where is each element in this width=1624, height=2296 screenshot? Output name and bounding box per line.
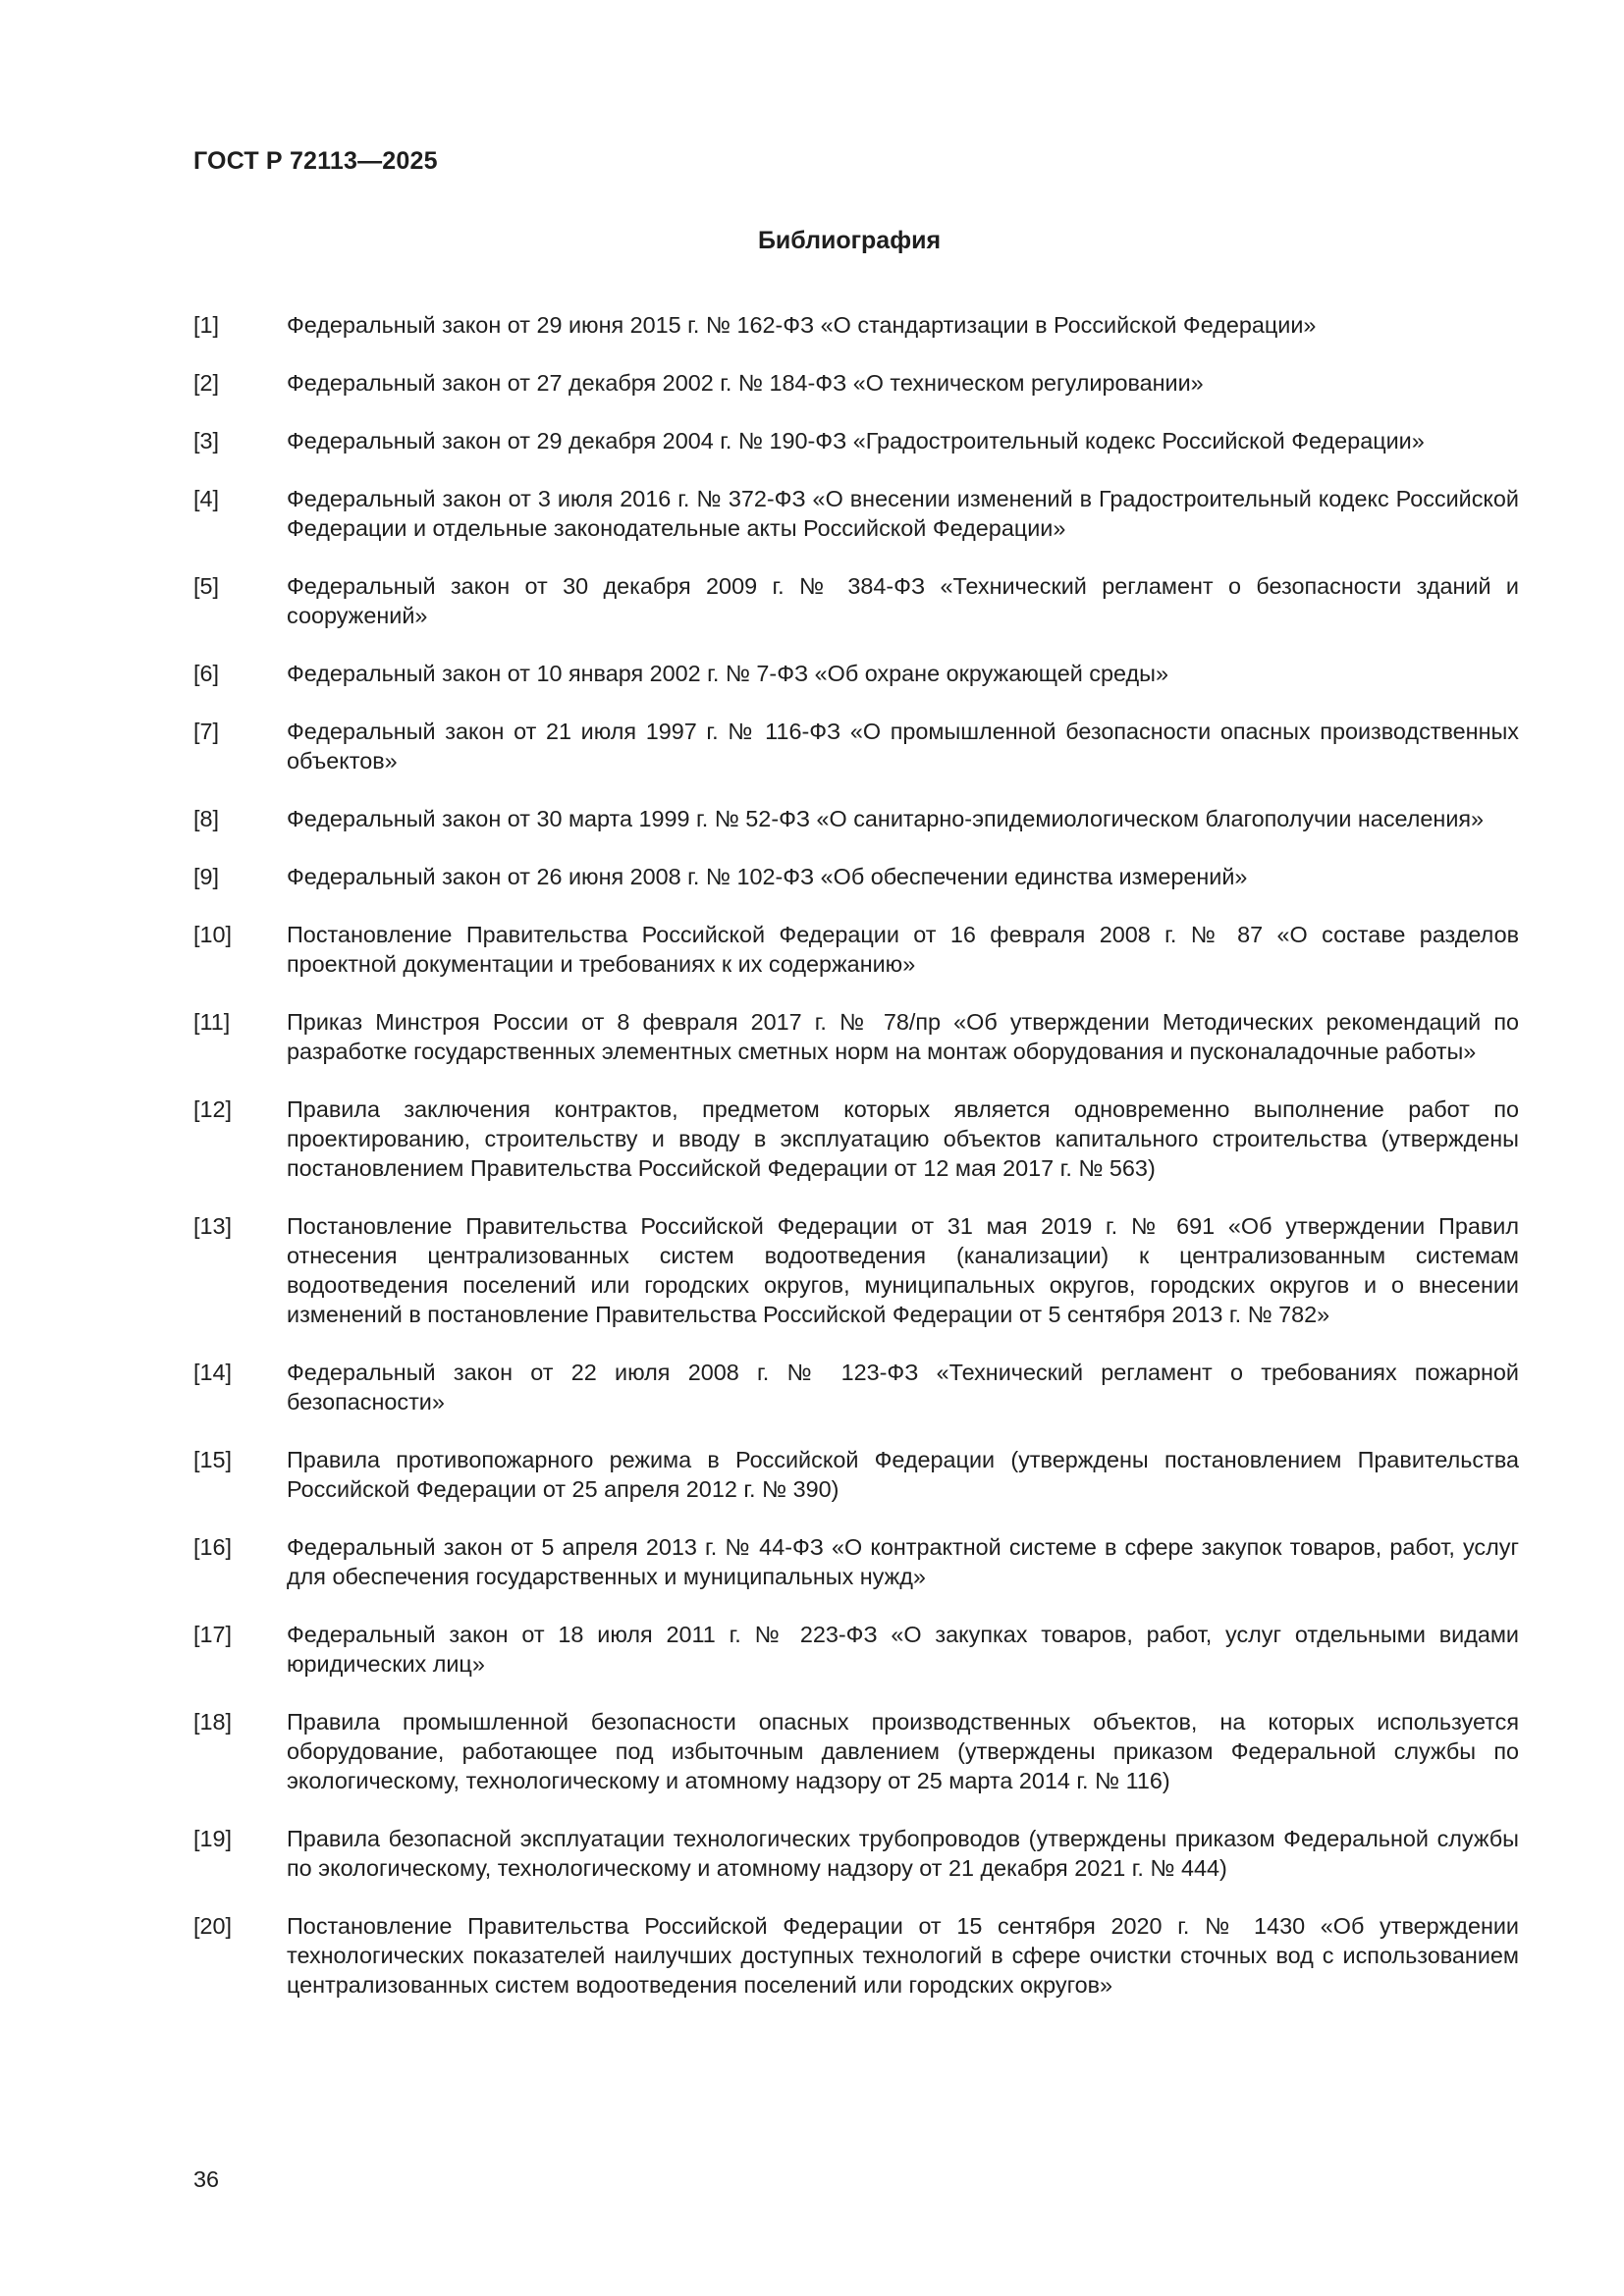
entry-number: [1] <box>193 312 220 338</box>
entry-number: [12] <box>193 1096 233 1122</box>
bibliography-entry <box>193 484 1519 543</box>
entry-number: [18] <box>193 1709 233 1735</box>
entry-text: Федеральный закон от 18 июля 2011 г. № 223-ФЗ «О закупках товаров, работ, услуг отдельными видами юридических лиц» <box>287 1622 1519 1677</box>
entry-text: Федеральный закон от 26 июня 2008 г. № 102-ФЗ «Об обеспечении единства измерений» <box>287 864 1248 889</box>
bibliography-entry <box>193 862 1519 891</box>
bibliography-entry <box>193 1824 1519 1883</box>
entry-text: Федеральный закон от 30 декабря 2009 г. № 384-ФЗ «Технический регламент о безопасности зданий и сооружений» <box>287 573 1519 628</box>
entry-text: Постановление Правительства Российской Федерации от 16 февраля 2008 г. № 87 «О составе разделов проектной документации и требованиях к их содержанию» <box>287 922 1519 977</box>
bibliography-entry <box>193 717 1519 775</box>
bibliography-entry <box>193 310 1519 340</box>
bibliography-entry <box>193 1532 1519 1591</box>
bibliography-entry <box>193 571 1519 630</box>
bibliography-entry <box>193 659 1519 688</box>
entry-text: Федеральный закон от 21 июля 1997 г. № 116-ФЗ «О промышленной безопасности опасных производственных объектов» <box>287 719 1519 774</box>
entry-number: [2] <box>193 370 220 396</box>
entry-text: Федеральный закон от 29 июня 2015 г. № 162-ФЗ «О стандартизации в Российской Федерации» <box>287 312 1317 338</box>
bibliography-entry <box>193 426 1519 455</box>
bibliography-entry <box>193 1095 1519 1183</box>
entry-number: [10] <box>193 922 233 947</box>
standard-header: ГОСТ Р 72113—2025 <box>193 147 438 175</box>
entry-text: Правила безопасной эксплуатации технологических трубопроводов (утверждены приказом Федеральной службы по экологическому, технологическому и атомному надзору от 21 декабря 2021 г. № 444) <box>287 1826 1519 1881</box>
bibliography-entry <box>193 1911 1519 2000</box>
entry-number: [11] <box>193 1009 231 1035</box>
page-number: 36 <box>193 2166 220 2192</box>
entry-number: [7] <box>193 719 220 744</box>
entry-text: Федеральный закон от 27 декабря 2002 г. № 184-ФЗ «О техническом регулировании» <box>287 370 1204 396</box>
bibliography-entry <box>193 368 1519 398</box>
entry-number: [8] <box>193 806 220 831</box>
entry-text: Правила промышленной безопасности опасных производственных объектов, на которых используется оборудование, работающее под избыточным давлением (утверждены приказом Федеральной службы по экологическому, технологическому и атомному надзору от 25 марта 2014 г. № 116) <box>287 1709 1519 1793</box>
entry-text: Федеральный закон от 30 марта 1999 г. № 52-ФЗ «О санитарно-эпидемиологическом благополучии населения» <box>287 806 1485 831</box>
entry-text: Федеральный закон от 29 декабря 2004 г. № 190-ФЗ «Градостроительный кодекс Российской Федерации» <box>287 428 1425 454</box>
entry-text: Федеральный закон от 5 апреля 2013 г. № 44-ФЗ «О контрактной системе в сфере закупок товаров, работ, услуг для обеспечения государственных и муниципальных нужд» <box>287 1534 1519 1589</box>
entry-number: [3] <box>193 428 220 454</box>
entry-number: [13] <box>193 1213 233 1239</box>
entry-text: Федеральный закон от 10 января 2002 г. № 7-ФЗ «Об охране окружающей среды» <box>287 661 1168 686</box>
entry-number: [5] <box>193 573 220 599</box>
bibliography-entry <box>193 1445 1519 1504</box>
entry-number: [9] <box>193 864 220 889</box>
section-title: Библиография <box>757 227 942 254</box>
entry-text: Федеральный закон от 3 июля 2016 г. № 372-ФЗ «О внесении изменений в Градостроительный кодекс Российской Федерации и отдельные законодательные акты Российской Федерации» <box>287 486 1519 541</box>
bibliography-entry <box>193 1620 1519 1679</box>
entry-number: [15] <box>193 1447 233 1472</box>
bibliography-entry <box>193 1211 1519 1329</box>
bibliography-entry <box>193 1007 1519 1066</box>
entry-text: Постановление Правительства Российской Федерации от 31 мая 2019 г. № 691 «Об утверждении Правил отнесения централизованных систем водоотведения (канализации) к централизованным системам водоотведения поселений или городских округов, муниципальных округов, городских округов и о внесении изменений в постановление Правительства Российской Федерации от 5 сентября 2013 г. № 782» <box>287 1213 1519 1327</box>
entry-text: Правила заключения контрактов, предметом которых является одновременно выполнение работ по проектированию, строительству и вводу в эксплуатацию объектов капитального строительства (утверждены постановлением Правительства Российской Федерации от 12 мая 2017 г. № 563) <box>287 1096 1519 1181</box>
entry-number: [19] <box>193 1826 233 1851</box>
entry-number: [6] <box>193 661 220 686</box>
entry-text: Правила противопожарного режима в Российской Федерации (утверждены постановлением Правительства Российской Федерации от 25 апреля 2012 г. № 390) <box>287 1447 1519 1502</box>
bibliography-entry <box>193 920 1519 979</box>
entry-text: Приказ Минстроя России от 8 февраля 2017 г. № 78/пр «Об утверждении Методических рекомендаций по разработке государственных элементных сметных норм на монтаж оборудования и пусконаладочные работы» <box>287 1009 1519 1064</box>
entry-number: [17] <box>193 1622 233 1647</box>
entry-number: [4] <box>193 486 220 511</box>
entry-text: Постановление Правительства Российской Федерации от 15 сентября 2020 г. № 1430 «Об утверждении технологических показателей наилучших доступных технологий в сфере очистки сточных вод с использованием централизованных систем водоотведения поселений или городских округов» <box>287 1913 1519 1998</box>
entry-number: [16] <box>193 1534 233 1560</box>
entry-text: Федеральный закон от 22 июля 2008 г. № 123-ФЗ «Технический регламент о требованиях пожарной безопасности» <box>287 1360 1519 1415</box>
entry-number: [14] <box>193 1360 233 1385</box>
entry-number: [20] <box>193 1913 233 1939</box>
bibliography-entry <box>193 1707 1519 1795</box>
bibliography-list <box>193 310 1519 2028</box>
bibliography-entry <box>193 804 1519 833</box>
bibliography-entry <box>193 1358 1519 1416</box>
